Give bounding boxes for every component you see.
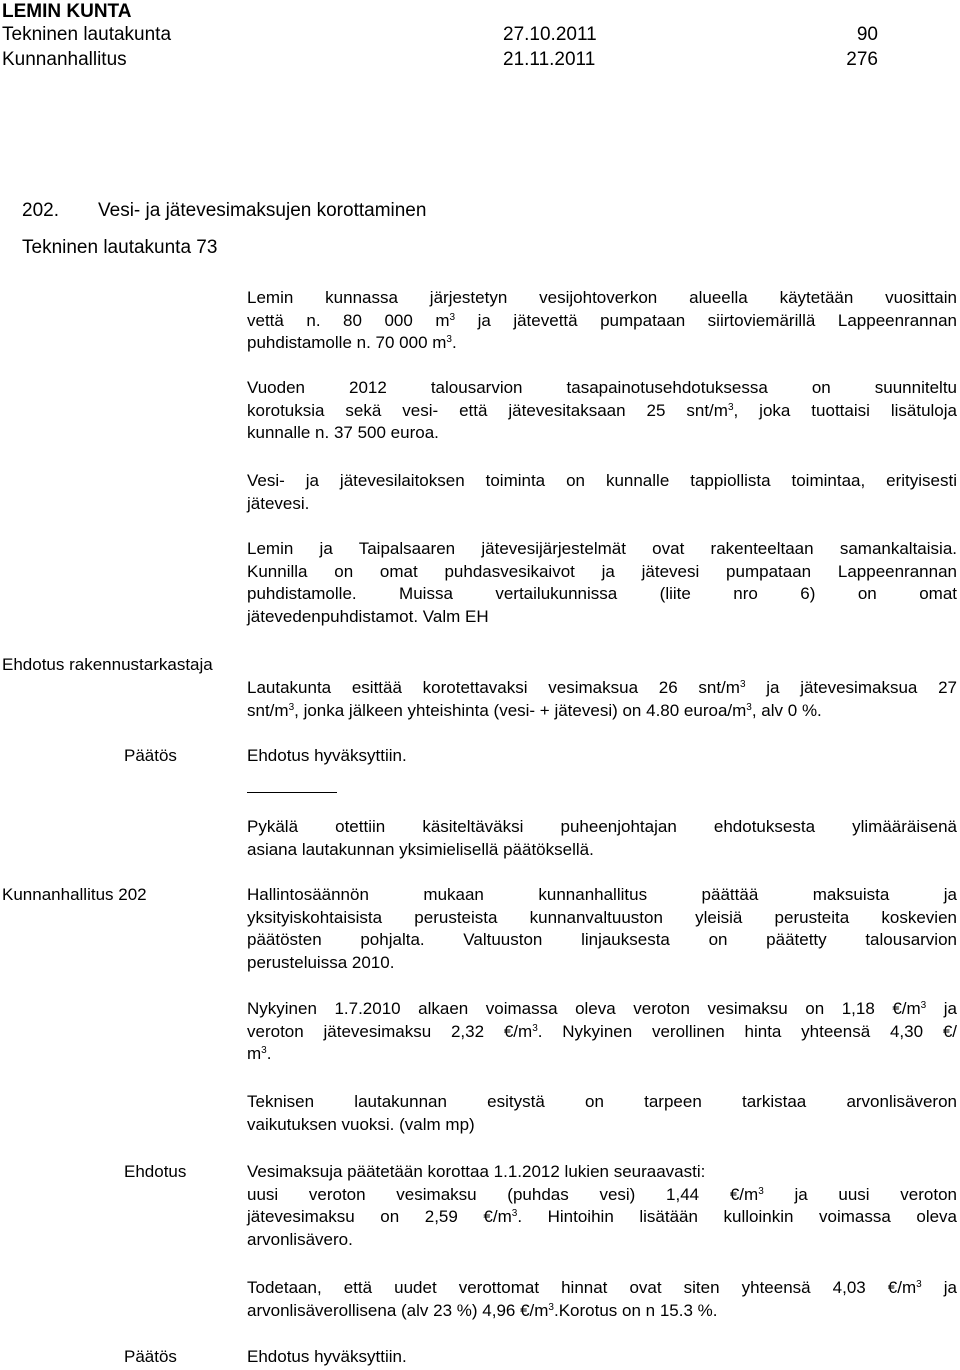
text-line: Todetaan, että uudet verottomat hinnat ovat siten yhteensä 4,03 $€/m^3$ ja	[247, 1278, 957, 1297]
paragraph-comparison	[247, 538, 957, 628]
paragraph-new-rates	[247, 1161, 957, 1251]
paragraph-extra-item	[247, 816, 957, 861]
text-line: arvonlisäverollisena (alv 23 %) 4,96 $€/m^3.Korotus$ on n 15.3 %.	[247, 1300, 718, 1320]
text-line: vaikutuksen vuoksi. (valm mp)	[247, 1114, 475, 1134]
text-line: asiana lautakunnan yksimielisellä päätöksellä.	[247, 839, 594, 859]
text-line: jätevesimaksu on 2,59 $€/m^3$. Hintoihin lisätään kulloinkin voimassa oleva	[247, 1207, 958, 1226]
text-line: snt/$m^3$, jonka jälkeen yhteishinta (vesi- + jätevesi) on 4.80 euroa/$m^3$, alv 0 %.	[247, 700, 822, 720]
label-municipal-board: Kunnanhallitus 202	[2, 885, 147, 904]
text-line: vettä n. 80 000 $m^3$ ja jätevettä pumpataan siirtoviemärillä Lappeenrannan	[247, 310, 957, 330]
organization-name: LEMIN KUNTA	[2, 1, 132, 22]
text-line: Pykälä otettiin käsiteltäväksi puheenjohtajan ehdotuksesta ylimääräisenä	[247, 817, 957, 836]
text-line: Hallintosäännön mukaan kunnanhallitus päättää maksuista ja	[247, 885, 957, 904]
text-line: Vesimaksuja päätetään korottaa 1.1.2012 lukien seuraavasti:	[247, 1162, 706, 1181]
text-line: puhdistamolle. Muissa vertailukunnissa (liite nro 6) on omat	[247, 584, 957, 603]
header-row-municipal-board	[0, 49, 960, 71]
decision-text	[247, 1346, 957, 1369]
text-line: päätösten pohjalta. Valtuuston linjauksesta on päätetty talousarvion	[247, 930, 957, 949]
text-line: yksityiskohtaisista perusteista kunnanvaltuuston yleisiä perusteita koskevien	[247, 907, 957, 927]
text-line: puhdistamolle n. 70 000 $m^3$.	[247, 333, 457, 352]
header-date: 27.10.2011	[503, 24, 597, 45]
paragraph-loss-making	[247, 470, 957, 515]
section-number: 202.	[22, 200, 59, 221]
text-line: Lemin ja Taipalsaaren jätevesijärjestelmät ovat rakenteeltaan samankaltaisia.	[247, 539, 957, 558]
text-line: Vuoden 2012 talousarvion tasapainotusehdotuksessa on suunniteltu	[247, 378, 957, 397]
text-line: arvonlisävero.	[247, 1229, 353, 1249]
text-line: Nykyinen 1.7.2010 alkaen voimassa oleva veroton vesimaksu on 1,18 $€/m^3$ ja	[247, 999, 957, 1018]
text-line: jätevedenpuhdistamot. Valm EH	[247, 606, 489, 626]
paragraph-vat-review	[247, 1091, 957, 1136]
label-decision: Päätös	[124, 746, 177, 765]
paragraph-proposal-rates	[247, 677, 957, 722]
header-row-technical-board	[0, 24, 960, 46]
text-line: veroton jätevesimaksu 2,32 $€/m^3$. Nykyinen verollinen hinta yhteensä 4,30 €/	[247, 1021, 957, 1041]
text-line: korotuksia sekä vesi- että jätevesitaksaan 25 snt/$m^3$, joka tuottaisi lisätuloja	[247, 400, 957, 420]
text-line: kunnalle n. 37 500 euroa.	[247, 423, 439, 442]
text-line: perusteluissa 2010.	[247, 952, 395, 972]
text-line: Kunnilla on omat puhdasvesikaivot ja jätevesi pumpataan Lappeenrannan	[247, 561, 957, 581]
paragraph-administrative-rule	[247, 884, 957, 974]
text-line: Ehdotus hyväksyttiin.	[247, 746, 407, 765]
text-line: Lemin kunnassa järjestetyn vesijohtoverkon alueella käytetään vuosittain	[247, 288, 957, 307]
paragraph-water-usage	[247, 287, 957, 355]
section-heading: Vesi- ja jätevesimaksujen korottaminen	[98, 200, 427, 221]
section-reference: Tekninen lautakunta 73	[22, 237, 218, 258]
text-line: $m^3$.	[247, 1044, 272, 1063]
text-line: uusi veroton vesimaksu (puhdas vesi) 1,44 $€/m^3$ ja uusi veroton	[247, 1184, 957, 1204]
section-title	[22, 199, 426, 223]
header-body-name: Kunnanhallitus	[2, 49, 127, 70]
header-body-name: Tekninen lautakunta	[2, 24, 172, 45]
text-line: Vesi- ja jätevesilaitoksen toiminta on kunnalle tappiollista toimintaa, erityisesti	[247, 471, 957, 490]
text-line: Teknisen lautakunnan esitystä on tarpeen tarkistaa arvonlisäveron	[247, 1092, 957, 1111]
header-date: 21.11.2011	[503, 49, 596, 70]
paragraph-total-prices	[247, 1277, 957, 1322]
label-decision: Päätös	[124, 1347, 177, 1366]
label-proposal: Ehdotus	[124, 1162, 187, 1181]
text-line: Ehdotus hyväksyttiin.	[247, 1347, 407, 1366]
separator-line	[247, 792, 337, 793]
paragraph-budget-plan	[247, 377, 957, 445]
text-line: jätevesi.	[247, 493, 310, 513]
label-proposal-building-inspector: Ehdotus rakennustarkastaja	[2, 655, 213, 674]
header-page-number: 276	[846, 49, 878, 70]
text-line: Lautakunta esittää korotettavaksi vesimaksua 26 snt/$m^3$ ja jätevesimaksua 27	[247, 678, 957, 697]
paragraph-current-prices	[247, 998, 957, 1066]
decision-text	[247, 745, 957, 768]
header-page-number: 90	[856, 24, 878, 45]
